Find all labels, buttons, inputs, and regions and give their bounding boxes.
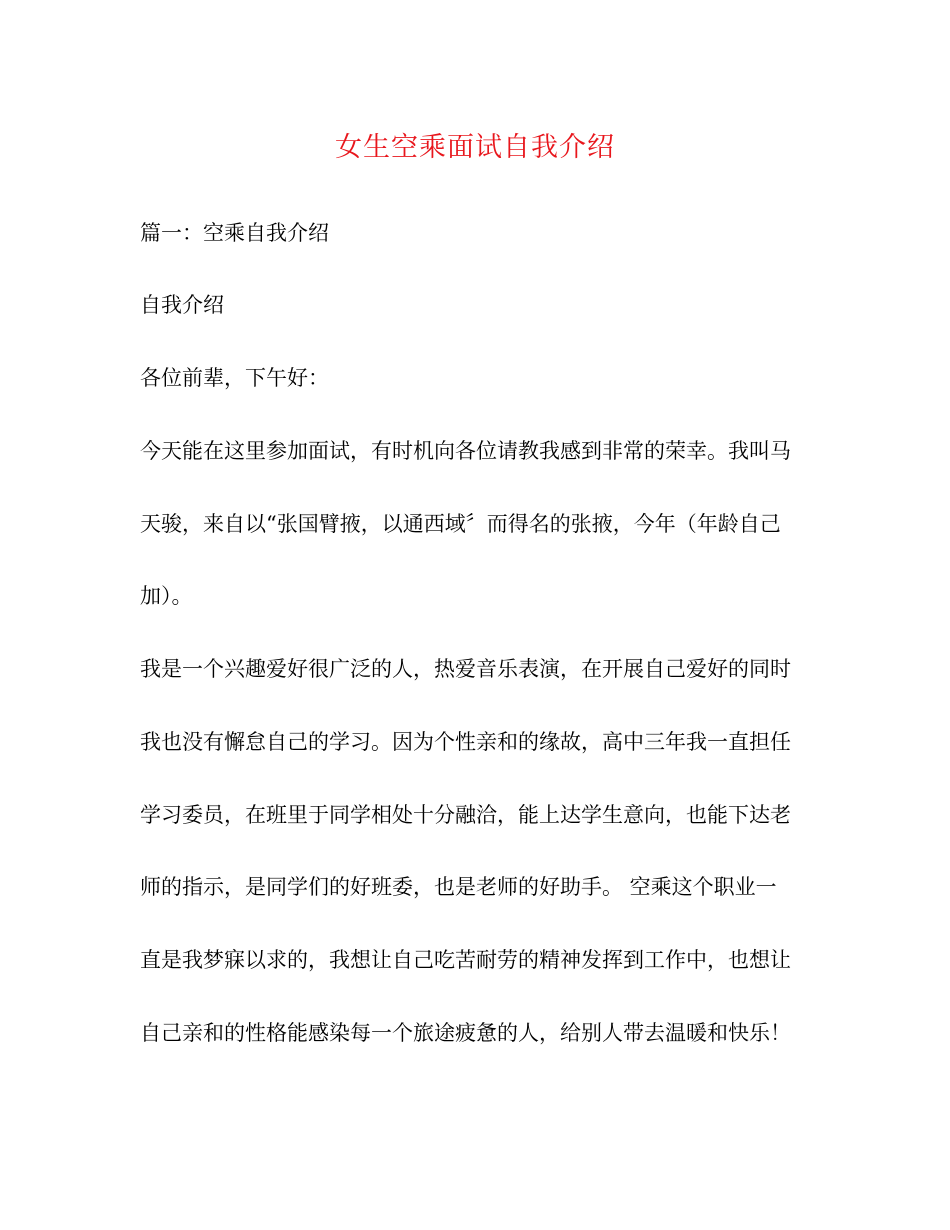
paragraph-line: 自己亲和的性格能感染每一个旅途疲惫的人，给别人带去温暖和快乐！ <box>140 1021 791 1045</box>
subheading: 自我介绍 <box>140 293 224 317</box>
section-heading: 篇一：空乘自我介绍 <box>140 221 329 245</box>
paragraph-line: 天骏，来自以“张国臂掖，以通西域〞而得名的张掖，今年（年龄自己 <box>140 512 781 536</box>
document-title: 女生空乘面试自我介绍 <box>335 132 615 163</box>
paragraph-line: 我也没有懈怠自己的学习。因为个性亲和的缘故，高中三年我一直担任 <box>140 730 791 754</box>
paragraph-line: 加）。 <box>140 584 193 608</box>
paragraph-line: 学习委员，在班里于同学相处十分融洽，能上达学生意向，也能下达老 <box>140 803 791 827</box>
paragraph-line: 师的指示，是同学们的好班委，也是老师的好助手。 空乘这个职业一 <box>140 875 777 899</box>
paragraph-line: 直是我梦寐以求的，我想让自己吃苦耐劳的精神发挥到工作中，也想让 <box>140 948 791 972</box>
greeting-line: 各位前辈，下午好： <box>140 366 329 390</box>
paragraph-line: 我是一个兴趣爱好很广泛的人，热爱音乐表演，在开展自己爱好的同时 <box>140 657 791 681</box>
paragraph-line: 今天能在这里参加面试，有时机向各位请教我感到非常的荣幸。我叫马 <box>140 439 791 463</box>
